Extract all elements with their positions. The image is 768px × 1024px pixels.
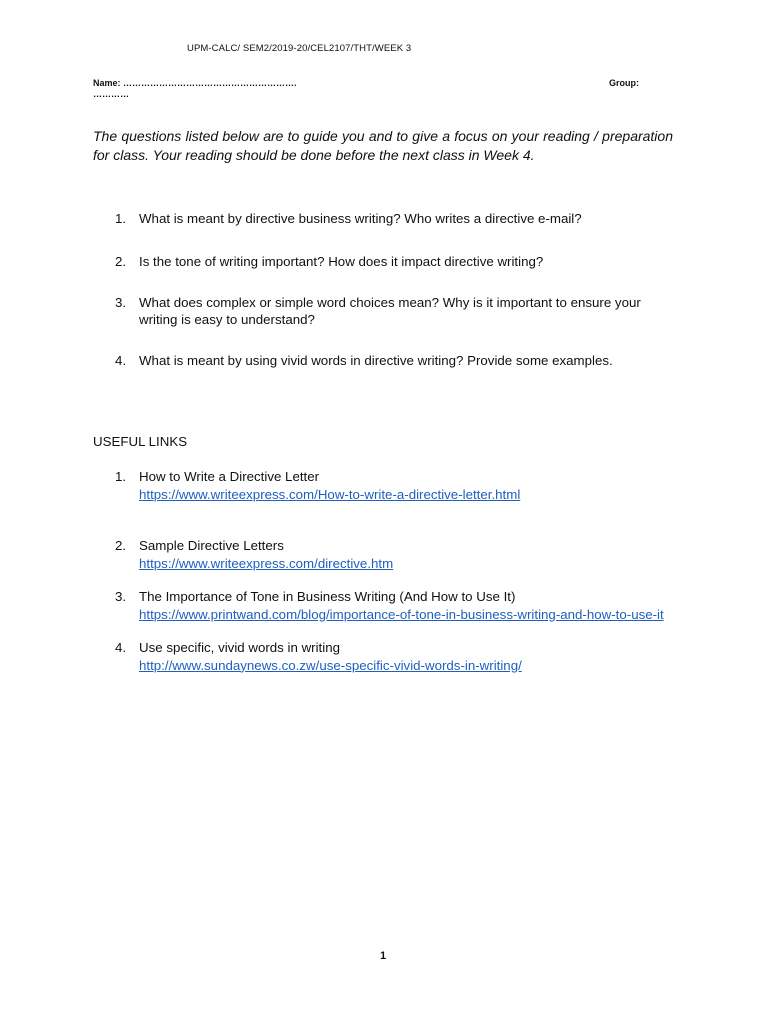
question-item: [112, 353, 674, 370]
question-number: 3.: [115, 295, 127, 310]
useful-links-heading: USEFUL LINKS: [93, 434, 188, 449]
link-url[interactable]: http://www.sundaynews.co.zw/use-specific-vivid-words-in-writing/: [139, 657, 522, 673]
question-item: [112, 254, 674, 271]
link-item: [112, 640, 674, 674]
question-text: What is meant by directive business writing? Who writes a directive e-mail?: [139, 211, 582, 226]
link-url[interactable]: https://www.writeexpress.com/directive.htm: [139, 555, 394, 571]
course-code-header: UPM-CALC/ SEM2/2019-20/CEL2107/THT/WEEK 3: [187, 43, 412, 54]
useful-links-list: [112, 469, 674, 674]
link-number: 1.: [115, 469, 127, 484]
question-item: [112, 295, 674, 328]
question-number: 2.: [115, 253, 127, 269]
link-title: Sample Directive Letters: [139, 538, 284, 553]
question-item: [112, 211, 674, 228]
group-field-label: Group:: [609, 78, 639, 88]
group-field-dots: …………: [93, 89, 129, 99]
question-number: 1.: [115, 211, 127, 226]
link-item: [112, 589, 674, 623]
link-title: Use specific, vivid words in writing: [139, 640, 340, 655]
question-number: 4.: [115, 353, 127, 368]
link-item: [112, 538, 674, 572]
page-number: 1: [380, 950, 387, 962]
link-number: 2.: [115, 538, 127, 553]
intro-paragraph: The questions listed below are to guide you and to give a focus on your reading / preparation for class. Your reading should be done before the next class in Week 4.: [93, 128, 673, 163]
question-text: What is meant by using vivid words in directive writing? Provide some examples.: [139, 353, 613, 368]
name-group-line: [93, 78, 673, 99]
question-text: What does complex or simple word choices mean? Why is it important to ensure your writing is easy to understand?: [139, 295, 641, 327]
link-title: How to Write a Directive Letter: [139, 469, 320, 484]
name-field-label: Name: ………………………………………………….: [93, 78, 297, 88]
link-url[interactable]: https://www.printwand.com/blog/importance-of-tone-in-business-writing-and-how-to-use-it: [139, 606, 664, 622]
link-title: The Importance of Tone in Business Writing (And How to Use It): [139, 589, 516, 604]
link-number: 4.: [115, 640, 127, 655]
link-url[interactable]: https://www.writeexpress.com/How-to-write-a-directive-letter.html: [139, 486, 521, 502]
link-item: [112, 469, 674, 503]
questions-list: [112, 211, 674, 370]
link-number: 3.: [115, 589, 127, 604]
question-text: Is the tone of writing important? How does it impact directive writing?: [139, 253, 544, 269]
